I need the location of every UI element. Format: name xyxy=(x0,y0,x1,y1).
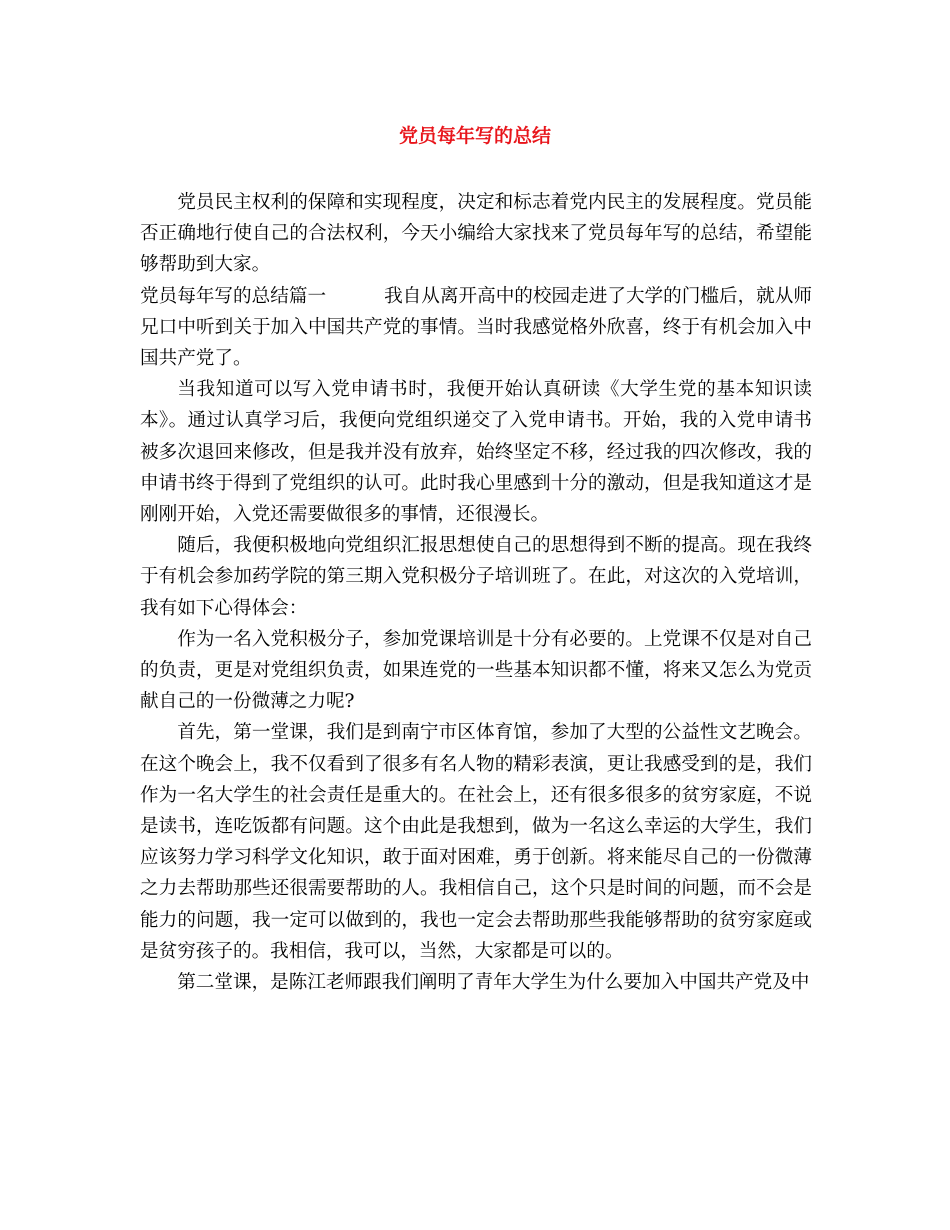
section-heading: 党员每年写的总结篇一 xyxy=(140,285,327,307)
document-title: 党员每年写的总结 xyxy=(398,125,551,147)
section-first-text: 我自从离开高中的校园走进了大学的门槛后，就从师兄口中听到关于加入中国共产党的事情。当时我感觉格外欣喜，终于有机会加入中国共产党了。 xyxy=(140,285,812,370)
body-paragraph: 作为一名入党积极分子，参加党课培训是十分有必要的。上党课不仅是对自己的负责，更是对党组织负责，如果连党的一些基本知识都不懂，将来又怎么为党贡献自己的一份微薄之力呢? xyxy=(140,628,812,713)
section-paragraph xyxy=(140,281,812,375)
intro-paragraph: 党员民主权利的保障和实现程度，决定和标志着党内民主的发展程度。党员能否正确地行使自己的合法权利，今天小编给大家找来了党员每年写的总结，希望能够帮助到大家。 xyxy=(140,192,812,276)
body-paragraph: 随后，我便积极地向党组织汇报思想使自己的思想得到不断的提高。现在我终于有机会参加药学院的第三期入党积极分子培训班了。在此，对这次的入党培训，我有如下心得体会： xyxy=(140,535,812,619)
body-paragraph: 第二堂课，是陈江老师跟我们阐明了青年大学生为什么要加入中国共产党及中 xyxy=(177,972,810,994)
body-paragraph: 当我知道可以写入党申请书时，我便开始认真研读《大学生党的基本知识读本》。通过认真学习后，我便向党组织递交了入党申请书。开始，我的入党申请书被多次退回来修改，但是我并没有放弃，始终坚定不移，经过我的四次修改，我的申请书终于得到了党组织的认可。此时我心里感到十分的激动，但是我知道这才是刚刚开始，入党还需要做很多的事情，还很漫长。 xyxy=(140,379,812,526)
document-body xyxy=(140,187,812,998)
body-paragraph: 首先，第一堂课，我们是到南宁市区体育馆，参加了大型的公益性文艺晚会。在这个晚会上，我不仅看到了很多有名人物的精彩表演，更让我感受到的是，我们作为一名大学生的社会责任是重大的。在社会上，还有很多很多的贫穷家庭，不说是读书，连吃饭都有问题。这个由此是我想到，做为一名这么幸运的大学生，我们应该努力学习科学文化知识，敢于面对困难，勇于创新。将来能尽自己的一份微薄之力去帮助那些还很需要帮助的人。我相信自己，这个只是时间的问题，而不会是能力的问题，我一定可以做到的，我也一定会去帮助那些我能够帮助的贫穷家庭或是贫穷孩子的。我相信，我可以，当然，大家都是可以的。 xyxy=(140,722,812,962)
